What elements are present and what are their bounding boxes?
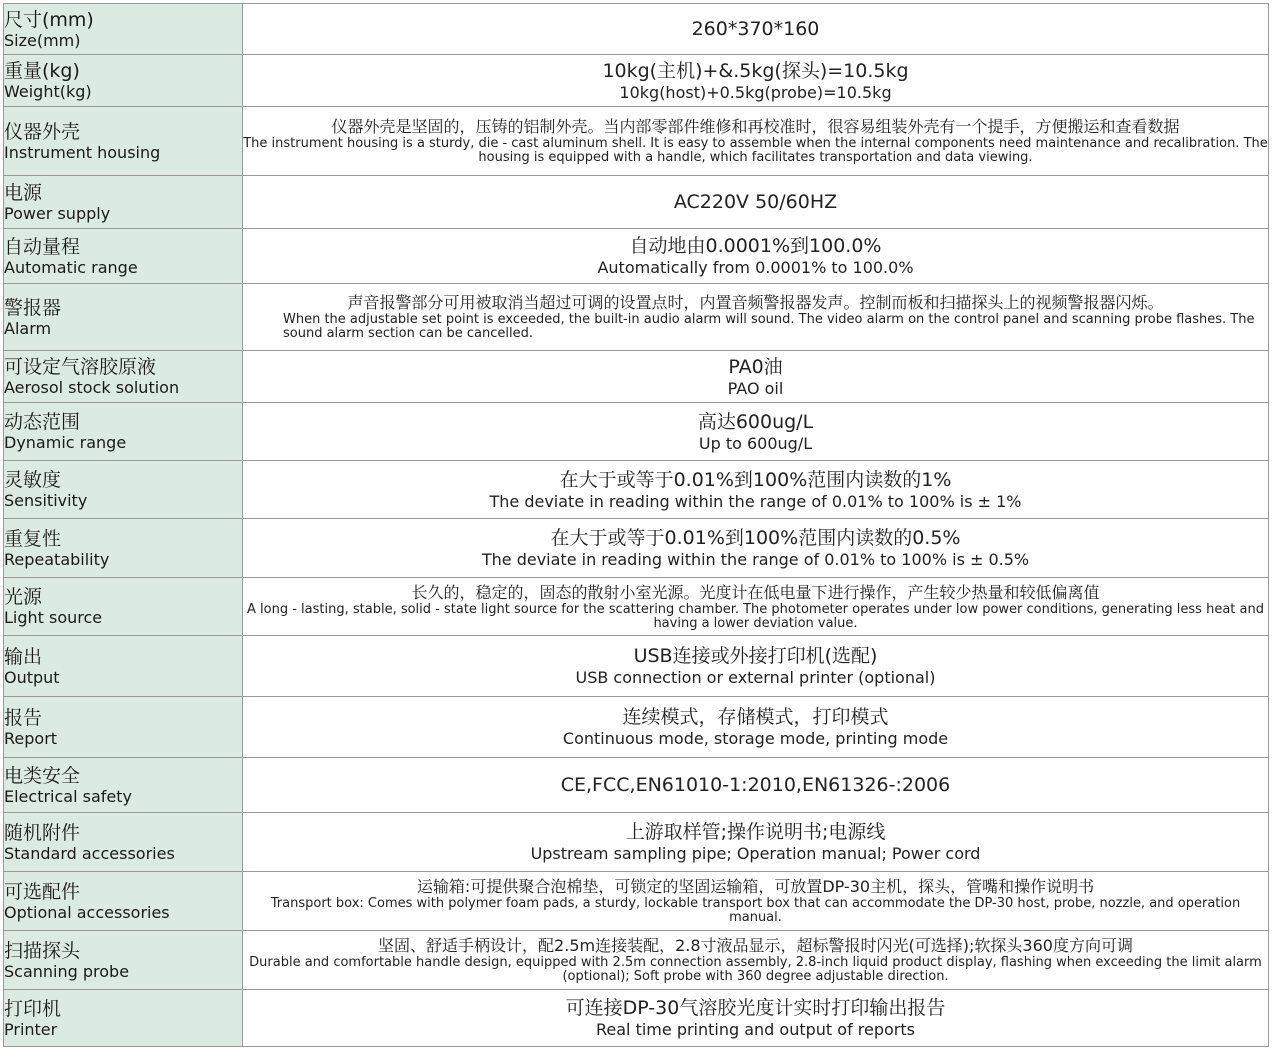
spec-value-main: AC220V 50/60HZ <box>673 191 838 213</box>
spec-value-sub: When the adjustable set point is exceeded, the built-in audio alarm will sound. The video alarm on the control panel and scanning probe flashes. The sound alarm section can be cancelled. <box>283 312 1255 341</box>
spec-value-cell <box>243 176 1269 229</box>
spec-value-main: CE,FCC,EN61010-1:2010,EN61326-:2006 <box>560 774 951 796</box>
spec-value-sub: The deviate in reading within the range of 0.01% to 100% is ± 0.5% <box>481 550 1030 569</box>
spec-value-cell <box>243 813 1269 872</box>
spec-label-cell <box>4 351 243 403</box>
spec-value-main: 上游取样管;操作说明书;电源线 <box>625 821 886 843</box>
spec-label-en: Power supply <box>4 203 111 223</box>
spec-label-en: Weight(kg) <box>4 82 92 101</box>
spec-label-cn: 仪器外壳 <box>4 120 81 143</box>
spec-label-cn: 电类安全 <box>4 764 81 787</box>
spec-label-en: Report <box>4 728 58 748</box>
spec-value-sub: Upstream sampling pipe; Operation manual; Power cord <box>530 844 981 863</box>
spec-value-cell <box>243 931 1269 990</box>
spec-label-cn: 动态范围 <box>4 411 81 433</box>
spec-row <box>4 931 1269 990</box>
spec-label-cell <box>4 284 243 351</box>
spec-value-main: 长久的，稳定的，固态的散射小室光源。光度计在低电量下进行操作，产生较少热量和较低偏离值 <box>411 582 1100 602</box>
spec-label-en: Standard accessories <box>4 843 175 863</box>
spec-value-sub: PAO oil <box>727 378 784 398</box>
spec-value-main: 坚固、舒适手柄设计，配2.5m连接装配，2.8寸液品显示，超标警报时闪光(可选择);软探头360度方向可调 <box>378 936 1133 955</box>
spec-label-cell <box>4 758 243 813</box>
spec-value-main: 可连接DP-30气溶胶光度计实时打印输出报告 <box>565 997 946 1019</box>
spec-label-cn: 重复性 <box>4 527 62 550</box>
spec-label-cell <box>4 931 243 990</box>
spec-value-cell <box>243 990 1269 1047</box>
spec-row <box>4 636 1269 697</box>
spec-value-sub: A long - lasting, stable, solid - state light source for the scattering chamber. The photometer operates under low power conditions, generating less heat and having a lower deviation value. <box>247 601 1264 631</box>
spec-label-cell <box>4 697 243 758</box>
spec-value-cell <box>243 872 1269 931</box>
spec-label-cell <box>4 636 243 697</box>
spec-row <box>4 403 1269 461</box>
spec-label-en: Output <box>4 667 60 687</box>
spec-label-cell <box>4 813 243 872</box>
spec-label-cn: 随机附件 <box>4 821 81 844</box>
spec-label-cn: 灵敏度 <box>4 469 62 491</box>
spec-value-sub: Up to 600ug/L <box>698 433 813 453</box>
spec-label-cell <box>4 990 243 1047</box>
spec-value-sub: Automatically from 0.0001% to 100.0% <box>597 258 914 277</box>
spec-label-cn: 可选配件 <box>4 880 81 903</box>
spec-label-cell <box>4 4 243 55</box>
spec-table <box>3 3 1269 1047</box>
spec-label-en: Scanning probe <box>4 961 130 981</box>
spec-label-en: Automatic range <box>4 257 138 277</box>
spec-row <box>4 4 1269 55</box>
spec-label-cell <box>4 872 243 931</box>
spec-value-main: 仪器外壳是坚固的，压铸的铝制外壳。当内部零部件维修和再校准时，很容易组装外壳有一个提手，方便搬运和查看数据 <box>331 117 1180 136</box>
spec-label-cn: 扫描探头 <box>4 939 81 962</box>
spec-value-main: PA0油 <box>728 355 783 378</box>
spec-label-cn: 自动量程 <box>4 235 81 258</box>
spec-value-cell <box>243 636 1269 697</box>
spec-value-main: 连续模式，存储模式，打印模式 <box>622 706 889 728</box>
spec-label-cn: 电源 <box>4 181 43 204</box>
spec-value-main: 声音报警部分可用被取消当超过可调的设置点时，内置音频警报器发声。控制而板和扫描探头上的视频警报器闪烁。 <box>347 293 1164 312</box>
spec-label-en: Optional accessories <box>4 902 170 922</box>
spec-row <box>4 697 1269 758</box>
spec-label-cn: 报告 <box>4 706 43 729</box>
spec-row <box>4 55 1269 107</box>
spec-row <box>4 813 1269 872</box>
spec-row <box>4 176 1269 229</box>
spec-label-en: Light source <box>4 608 103 627</box>
spec-value-cell <box>243 403 1269 461</box>
spec-label-cell <box>4 519 243 578</box>
spec-row <box>4 519 1269 578</box>
spec-value-cell <box>243 4 1269 55</box>
spec-value-main: 在大于或等于0.01%到100%范围内读数的0.5% <box>550 527 961 549</box>
spec-value-main: USB连接或外接打印机(选配) <box>633 645 878 667</box>
spec-value-sub: The instrument housing is a sturdy, die - cast aluminum shell. It is easy to assemble when the internal components need maintenance and recalibration. The housing is equipped with a handle, which facilitates transportation and data viewing. <box>243 136 1268 165</box>
spec-label-en: Dynamic range <box>4 433 127 452</box>
spec-value-sub: Continuous mode, storage mode, printing mode <box>562 729 949 748</box>
spec-row <box>4 758 1269 813</box>
spec-label-cell <box>4 229 243 284</box>
spec-row <box>4 990 1269 1047</box>
spec-row <box>4 578 1269 636</box>
spec-label-en: Aerosol stock solution <box>4 378 180 397</box>
spec-value-cell <box>243 55 1269 107</box>
spec-label-en: Printer <box>4 1019 58 1039</box>
spec-row <box>4 461 1269 519</box>
spec-label-en: Sensitivity <box>4 491 88 510</box>
spec-label-cn: 光源 <box>4 586 43 608</box>
spec-value-main: 260*370*160 <box>691 18 820 40</box>
spec-value-sub: The deviate in reading within the range of 0.01% to 100% is ± 1% <box>489 491 1022 511</box>
spec-value-cell <box>243 758 1269 813</box>
spec-value-sub: Transport box: Comes with polymer foam pads, a sturdy, lockable transport box that can accommodate the DP-30 host, probe, nozzle, and operation manual. <box>270 896 1241 925</box>
spec-row <box>4 284 1269 351</box>
spec-label-en: Repeatability <box>4 549 110 569</box>
spec-value-cell <box>243 284 1269 351</box>
spec-label-cn: 重量(kg) <box>4 60 80 82</box>
spec-label-en: Instrument housing <box>4 142 161 162</box>
spec-table-body <box>4 4 1269 1047</box>
spec-label-cell <box>4 176 243 229</box>
spec-row <box>4 107 1269 176</box>
spec-label-cn: 打印机 <box>4 997 62 1020</box>
spec-value-cell <box>243 107 1269 176</box>
spec-value-sub: USB connection or external printer (optional) <box>575 668 936 687</box>
spec-value-cell <box>243 461 1269 519</box>
spec-row <box>4 351 1269 403</box>
spec-row <box>4 229 1269 284</box>
spec-value-cell <box>243 519 1269 578</box>
spec-label-cn: 尺寸(mm) <box>4 8 94 31</box>
spec-label-en: Alarm <box>4 318 52 338</box>
spec-label-cell <box>4 107 243 176</box>
spec-value-sub: Real time printing and output of reports <box>596 1020 915 1039</box>
spec-value-cell <box>243 229 1269 284</box>
spec-value-sub: Durable and comfortable handle design, equipped with 2.5m connection assembly, 2.8-inch liquid product display, flashing when exceeding the limit alarm (optional); Soft probe with 360 degree adjustable direction. <box>249 955 1262 984</box>
spec-value-cell <box>243 351 1269 403</box>
spec-value-main: 运输箱:可提供聚合泡棉垫，可锁定的坚固运输箱，可放置DP-30主机，探头，管嘴和操作说明书 <box>416 877 1095 896</box>
spec-value-main: 10kg(主机)+&.5kg(探头)=10.5kg <box>602 59 909 82</box>
spec-value-sub: 10kg(host)+0.5kg(probe)=10.5kg <box>619 82 892 102</box>
spec-label-cn: 输出 <box>4 645 43 668</box>
spec-label-cell <box>4 461 243 519</box>
spec-value-main: 自动地由0.0001%到100.0% <box>629 235 882 257</box>
spec-label-cn: 可设定气溶胶原液 <box>4 356 157 378</box>
spec-row <box>4 872 1269 931</box>
spec-value-cell <box>243 697 1269 758</box>
spec-value-main: 在大于或等于0.01%到100%范围内读数的1% <box>559 468 952 491</box>
spec-label-en: Electrical safety <box>4 786 132 806</box>
spec-label-cell <box>4 578 243 636</box>
spec-label-en: Size(mm) <box>4 30 81 50</box>
spec-label-cell <box>4 55 243 107</box>
spec-label-cell <box>4 403 243 461</box>
spec-value-cell <box>243 578 1269 636</box>
spec-value-main: 高达600ug/L <box>697 410 814 433</box>
spec-label-cn: 警报器 <box>4 296 62 319</box>
